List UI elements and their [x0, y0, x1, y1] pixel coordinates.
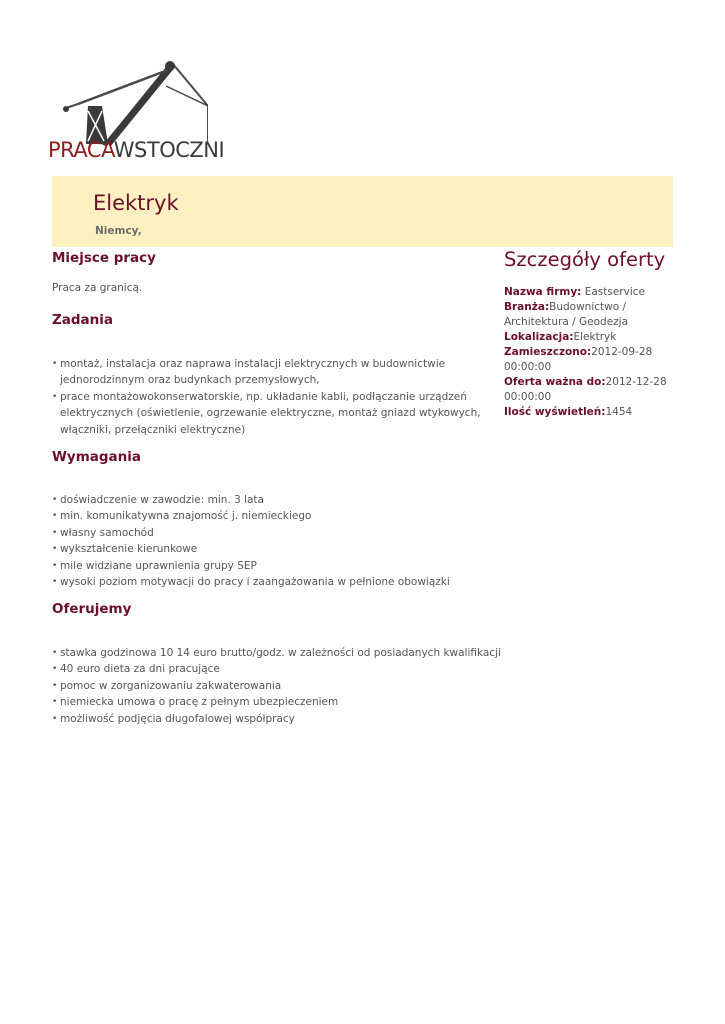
list-item: • prace montażowokonserwatorskie, np. układanie kabli, podłączanie urządzeń elektrycznych (oświetlenie, ogrzewanie elektryczne, montaż gniazd wtykowych, włączniki, przełączniki elektryczne)	[52, 389, 507, 438]
detail-company	[504, 285, 674, 300]
list-item: • możliwość podjęcia długofalowej współpracy	[52, 711, 501, 727]
detail-label: Lokalizacja:	[504, 331, 574, 343]
shipyard-crane-icon	[58, 56, 208, 146]
job-location: Niemcy,	[95, 225, 142, 237]
list-item: • pomoc w zorganizowaniu zakwaterowania	[52, 678, 501, 694]
detail-label: Branża:	[504, 301, 550, 313]
section-title-wymagania: Wymagania	[52, 449, 141, 465]
list-item: • doświadczenie w zawodzie: min. 3 lata	[52, 492, 450, 508]
detail-value: 2012-12-28 00:00:00	[504, 376, 667, 403]
list-item: • wysoki poziom motywacji do pracy i zaangażowania w pełnione obowiązki	[52, 574, 450, 590]
workplace-text: Praca za granicą.	[52, 282, 143, 294]
list-item: • stawka godzinowa 10 14 euro brutto/godz. w zależności od posiadanych kwalifikacji	[52, 645, 501, 661]
list-item: • niemiecka umowa o pracę z pełnym ubezpieczeniem	[52, 694, 501, 710]
list-item: • mile widziane uprawnienia grupy SEP	[52, 558, 450, 574]
detail-valid-until	[504, 375, 674, 405]
list-item: • 40 euro dieta za dni pracujące	[52, 661, 501, 677]
detail-views	[504, 405, 674, 420]
detail-value: Elektryk	[573, 331, 617, 343]
list-item: • montaż, instalacja oraz naprawa instalacji elektrycznych w budownictwie jednorodzinnym oraz budynkach przemysłowych,	[52, 356, 507, 389]
details-title: Szczegóły oferty	[504, 248, 666, 271]
detail-industry	[504, 300, 674, 330]
offer-list	[52, 645, 501, 727]
detail-label: Ilość wyświetleń:	[504, 406, 606, 418]
logo-wordmark: PRACAWSTOCZNI	[48, 138, 225, 162]
requirements-list	[52, 492, 450, 590]
tasks-list	[52, 356, 507, 438]
offer-header	[52, 176, 673, 247]
detail-label: Zamieszczono:	[504, 346, 592, 358]
detail-label: Oferta ważna do:	[504, 376, 606, 388]
section-title-oferujemy: Oferujemy	[52, 601, 132, 617]
section-title-miejsce-pracy: Miejsce pracy	[52, 250, 156, 266]
detail-value: Budownictwo / Architektura / Geodezja	[504, 301, 629, 328]
detail-label: Nazwa firmy:	[504, 286, 582, 298]
section-title-zadania: Zadania	[52, 312, 114, 328]
detail-value: 1454	[605, 406, 633, 418]
list-item: • wykształcenie kierunkowe	[52, 541, 450, 557]
list-item: • własny samochód	[52, 525, 450, 541]
list-item: • min. komunikatywna znajomość j. niemieckiego	[52, 508, 450, 524]
job-title: Elektryk	[93, 191, 179, 215]
detail-posted	[504, 345, 674, 375]
offer-details-panel	[504, 248, 674, 420]
detail-location	[504, 330, 674, 345]
site-logo[interactable]	[48, 56, 233, 166]
detail-value: Eastservice	[581, 286, 645, 298]
detail-value: 2012-09-28 00:00:00	[504, 346, 653, 373]
